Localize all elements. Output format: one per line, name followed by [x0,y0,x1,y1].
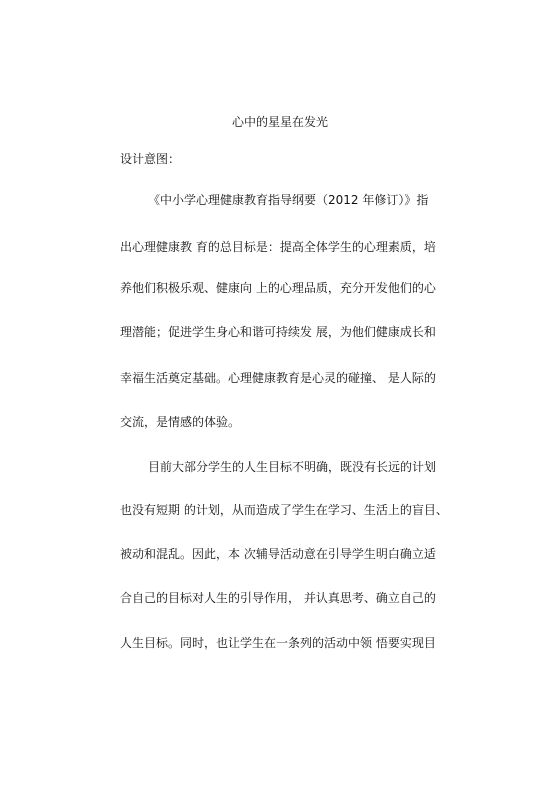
paragraph-line: 理潜能；促进学生身心和谐可持续发 展，为他们健康成长和 [120,325,436,339]
paragraph-line: 出心理健康教 育的总目标是：提高全体学生的心理素质，培 [120,240,436,254]
paragraph-line: 《中小学心理健康教育指导纲要（2012 年修订）》指 [148,193,429,207]
paragraph-line: 被动和混乱。因此，本 次辅导活动意在引导学生明白确立适 [120,547,436,561]
paragraph-line: 也没有短期 的计划，从而造成了学生在学习、生活上的盲目、 [120,503,448,517]
paragraph-line: 合自己的目标对人生的引导作用， 并认真思考、确立自己的 [120,591,436,605]
paragraph-line: 目前大部分学生的人生目标不明确，既没有长远的计划 [148,460,437,474]
paragraph-line: 养他们积极乐观、健康向 上的心理品质，充分开发他们的心 [120,281,436,295]
paragraph-line: 幸福生活奠定基础。心理健康教育是心灵的碰撞、 是人际的 [120,371,436,385]
document-title: 心中的星星在发光 [231,115,328,129]
paragraph-line: 交流，是情感的体验。 [120,415,241,429]
paragraph-line: 人生目标。同时，也让学生在一条列的活动中领 悟要实现目 [120,636,436,650]
section-heading: 设计意图： [120,152,181,166]
